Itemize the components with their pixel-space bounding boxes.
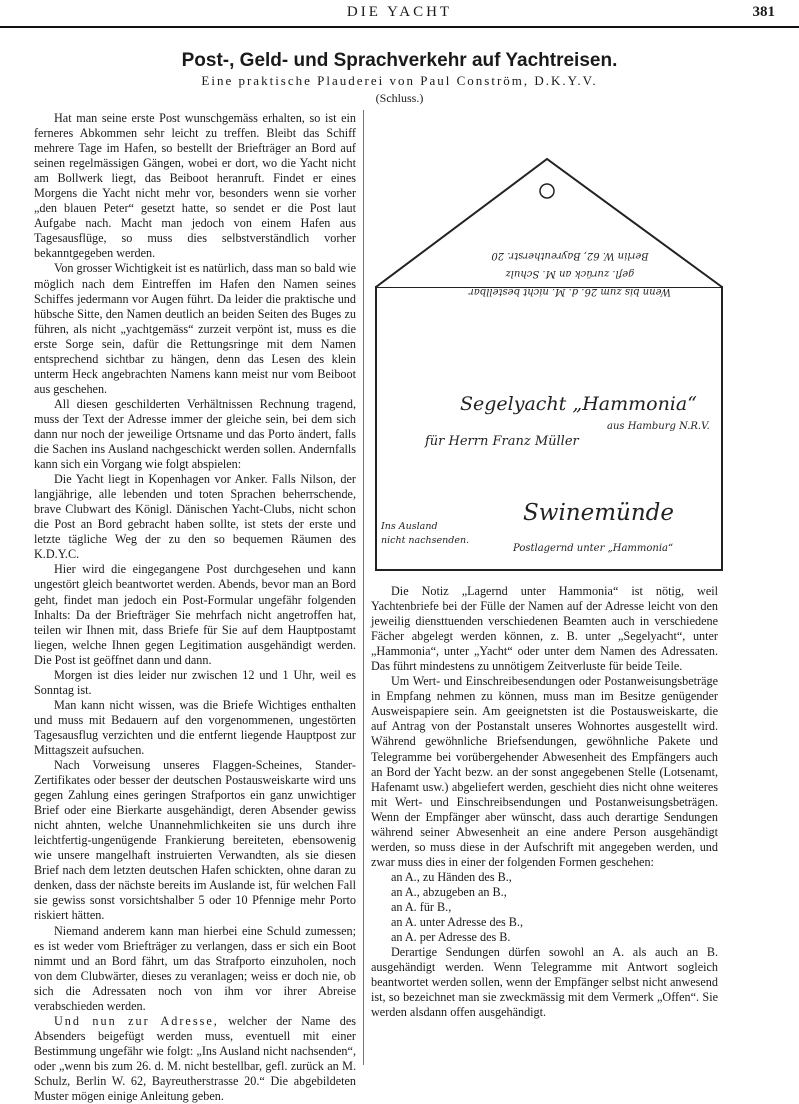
address-text: welcher der Name des Absenders beigefügt werden muss, eventuell mit einer Bestimmung ungefähr wie folgt: „Ins Ausland nicht nachsenden“, oder „wenn bis zum 26. d. M. nicht bestellbar, gefl. zurück an M. Schulz, Berlin W. 62, Bayreutherstrasse 20.“ Die abgebildeten Muster mögen einige Anleitung geben. [34,1013,356,1104]
paragraph: Hier wird die eingegangene Post durchgesehen und kann ungestört gleich beantwortet werden. Abends, bevor man an Bord geht, findet man jedoch ein Post-Formular ungefähr folgenden Inhalts: Da der Briefträger Sie mehrfach nicht angetroffen hat, teilen wir Ihnen mit, dass Briefe für Sie auf dem Hauptpostamt liegen, welche Ihnen gegen Legitimation ausgehändigt werden. Die Post ist geöffnet dann und dann. [34,562,356,667]
article-byline: Eine praktische Plauderei von Paul Conström, D.K.Y.V. [201,73,598,88]
paragraph: Hat man seine erste Post wunschgemäss erhalten, so ist ein ferneres Abkommen sehr leicht zu treffen. Bleibt das Schiff mehrere Tage im Hafen, so bestellt der Briefträger an Bord auf seinen regelmässigen Gängen, wobei er dort, wo die Yacht nicht am Bollwerk liegt, das Beiboot heranruft. Findet er eines Morgens die Yacht nicht mehr vor, besonders wenn sie vorher „den blauen Peter“ gesetzt hatte, so sendet er die Post laut Aufgabe nach. Macht man jedoch von einem Hafen aus Tagesausflüge, so muss dies selbstverständlich vorher bekanntgegeben werden. [34,111,356,261]
continuation-note: (Schluss.) [375,91,424,105]
form-item: an A. per Adresse des B. [391,930,511,945]
paragraph: Niemand anderem kann man hierbei eine Schuld zumessen; es ist weder vom Briefträger zu verlangen, dass er sich ein Boot nimmt und an Bord fährt, um das Strafporto einzuholen, noch von dem Clubwärter, dieses zu veranlagen; weiss er doch nie, ob sich die Adressaten noch von ihm vor ihrer Abreise verabschieden werden. [34,923,356,1013]
header-rule [0,26,799,28]
address-lead: Und nun zur Adresse, [54,1013,219,1028]
club-designation: aus Hamburg N.R.V. [607,421,710,432]
column-divider [363,110,364,1065]
paragraph: Um Wert- und Einschreibesendungen oder Postanweisungsbeträge in Empfang nehmen zu können, muss man im Besitze genügender Ausweispapiere sein. Am geeignetsten ist die Postausweiskarte, die auf Antrag von der Postanstalt unseres Wohnortes ausgestellt wird. Während gewöhnliche Briefsendungen, gewöhnliche Pakete und Telegramme bei vorübergehender Abwesenheit des Empfängers auch an Bord der Yacht bezw. an der sonst angegebenen Stelle (Lotsenamt, Hafenamt usw.) abgeliefert werden, geschieht dies nicht ohne weiteres mit Wert- und Einschreibsendungen und Postanweisungsbeträgen. Wenn der Empfänger aber wünscht, dass auch derartige Sendungen während seiner Abwesenheit an eine andere Person ausgehändigt werden, so muss diese in der Aufschrift mit angegeben werden, und zwar muss dies in einer der folgenden Formen geschehen: [371,674,718,869]
paragraph: All diesen geschilderten Verhältnissen Rechnung tragend, muss der Text der Adresse immer der gleiche sein, bei dem sich dann nur noch der jeweilige Ortsname und das Porto ändert, falls die Sachen ins Ausland nachgeschickt werden sollen. Andernfalls kann sich ein Vorgang wie folgt abspielen: [34,396,356,472]
flap-line: Wenn bis zum 26. d. M. nicht bestellbar [469,286,671,297]
right-column [371,584,718,1020]
left-column [34,111,356,1104]
envelope-flap [376,159,722,287]
form-item: an A. unter Adresse des B., [391,915,524,930]
paragraph: Derartige Sendungen dürfen sowohl an A. als auch an B. ausgehändigt werden. Wenn Telegramme mit Antwort sogleich beantwortet werden sollen, wenn der Empfänger selbst nicht anwesend ist, so bezeichnet man sie zweckmässig mit dem Vermerk „Offen“. Sie werden alsdann offen ausgehändigt. [371,945,718,1020]
paragraph: Von grosser Wichtigkeit ist es natürlich, dass man so bald wie möglich nach dem Eintreffen im Hafen den Namen seines Schiffes jedermann vor Augen führt. Da leider die praktische und hübsche Sitte, den Namen deutlich an beiden Seiten des Buges zu führen, als nicht „yachtgemäss“ zurzeit verpönt ist, muss es die erste Sorge sein, dafür die Rettungsringe mit dem Namen entsprechend sichtbar zu hängen, denn das Lesen des klein unterm Heck angebrachten Namens kann meist nur vom Beiboot aus geschehen. [34,261,356,396]
paragraph: Nach Vorweisung unseres Flaggen-Scheines, Stander-Zertifikates oder besser der deutschen Postausweiskarte wird uns gegen Zahlung eines geringen Strafportos ein ganz unwichtiger Brief oder eine Bierkarte ausgehändigt, deren Absender gewiss nicht ahnten, welche Unannehmlichkeiten sie uns durch ihre leichtfertig-ungenügende Frankierung bereiteten, ebensowenig wie unsere mangelhaft instruierten Verwandten, als sie diesen Brief nach dem letzten deutschen Hafen schickten, ohne daran zu denken, dass der nächste bereits im Auslande ist, für welchen Fall sie gewiss sonst vorsichtshalber 5 oder 10 Pfennige mehr Porto riskiert hätten. [34,758,356,923]
paragraph: Morgen ist dies leider nur zwischen 12 und 1 Uhr, weil es Sonntag ist. [34,667,356,697]
destination-town: Swinemünde [523,500,674,526]
paragraph: Die Yacht liegt in Kopenhagen vor Anker. Falls Nilson, der langjährige, alle lebenden und toten Sprachen beherrschende, brave Clubwart des Königl. Dänischen Yacht-Clubs, nicht schon die Post an Bord gebracht haben sollte, ist stets der erste und letzte tägliche Weg der zu den so bequemen Räumen des K.D.Y.C. [34,472,356,562]
form-item: an A., zu Händen des B., [391,869,512,884]
punch-hole [540,184,554,198]
paragraph: Die Notiz „Lagernd unter Hammonia“ ist nötig, weil Yachtenbriefe bei der Fülle der Namen auf der Adresse leicht von den jeweilig diensttuenden verschiedenen Beamten auch in verschiedene Fächer abgelegt werden können, z. B. unter „Segelyacht“, unter „Hammonia“, unter „Yacht“ oder unter dem Namen des Adressaten. Das führt mindestens zu unnötigem Zeitverluste für beide Teile. [371,584,718,674]
address-paragraph [34,1014,356,1104]
sender-note: Ins Ausland [381,521,438,532]
form-item: an A. für B., [391,899,452,914]
paragraph: Man kann nicht wissen, was die Briefe Wichtiges enthalten und muss mit Bedauern auf den vorgenommenen, ungestörten Tagesausflug verzichten und die entfernt liegende Hauptpost zur Mittagszeit aufsuchen. [34,697,356,757]
flap-line: Berlin W. 62, Bayreutherstr. 20 [491,250,649,261]
envelope-drawing [375,157,723,572]
vessel-name: Segelyacht „Hammonia“ [460,393,697,415]
general-delivery-note: Postlagernd unter „Hammonia“ [513,543,674,554]
flap-line: gefl. zurück an M. Schulz [505,268,635,279]
form-item: an A., abzugeben an B., [391,884,507,899]
running-header [0,0,799,26]
sender-note: nicht nachsenden. [381,535,470,546]
article-title: Post-, Geld- und Sprachverkehr auf Yachtreisen. [181,50,618,71]
running-title: DIE YACHT [346,4,453,20]
envelope-illustration [375,157,723,572]
page-number: 381 [752,4,775,20]
recipient-name: für Herrn Franz Müller [425,434,579,449]
